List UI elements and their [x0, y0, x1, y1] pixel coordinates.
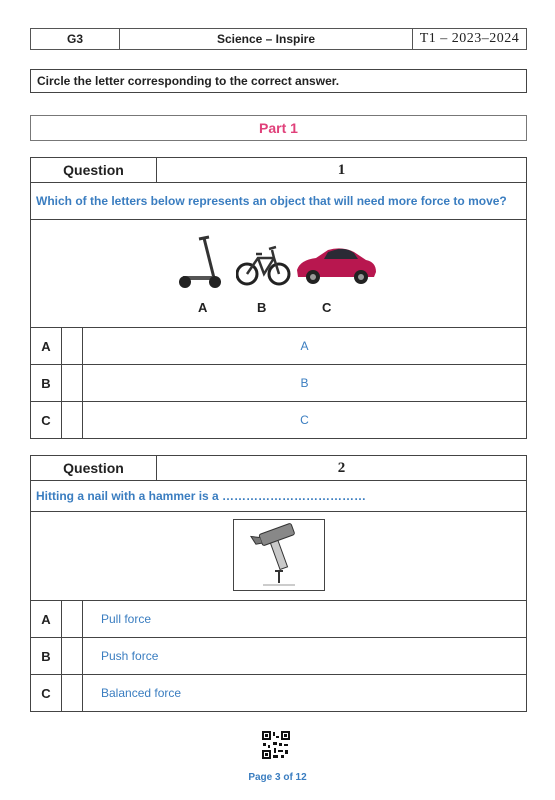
- question-label: Question: [31, 456, 157, 480]
- question-text: Hitting a nail with a hammer is a ………………………………: [36, 489, 367, 503]
- part-title: Part 1: [259, 120, 298, 136]
- question-number: 1: [337, 161, 346, 178]
- option-row[interactable]: [30, 675, 527, 712]
- question-2-text-row: [30, 481, 527, 512]
- option-spacer: [62, 365, 83, 401]
- option-text: Balanced force: [101, 686, 182, 700]
- question-number: 2: [337, 459, 346, 476]
- page-number: Page 3 of 12: [248, 772, 307, 783]
- option-row[interactable]: [30, 402, 527, 439]
- question-text: Which of the letters below represents an object that will need more force to move?: [36, 194, 507, 208]
- question-2-image-box: [30, 512, 527, 601]
- question-label: Question: [31, 158, 157, 182]
- option-text: B: [300, 376, 309, 390]
- option-letter[interactable]: A: [31, 328, 62, 364]
- bicycle-icon: [236, 238, 291, 288]
- scooter-icon: [177, 234, 223, 290]
- subject-label: Science – Inspire: [120, 29, 413, 49]
- option-text: Pull force: [101, 612, 152, 626]
- question-1-header: [30, 157, 527, 183]
- option-row[interactable]: [30, 638, 527, 675]
- option-letter[interactable]: C: [31, 402, 62, 438]
- option-text: A: [300, 339, 309, 353]
- option-spacer: [62, 328, 83, 364]
- option-row[interactable]: [30, 601, 527, 638]
- option-spacer: [62, 638, 83, 674]
- hammer-nail-icon: [233, 519, 325, 591]
- option-spacer: [62, 675, 83, 711]
- term-label: T1 – 2023–2024: [419, 31, 520, 46]
- option-letter[interactable]: B: [31, 638, 62, 674]
- header-bar: [30, 28, 527, 50]
- option-letter[interactable]: A: [31, 601, 62, 637]
- image-label-c: C: [322, 300, 332, 315]
- option-letter[interactable]: B: [31, 365, 62, 401]
- option-row[interactable]: [30, 365, 527, 402]
- grade-label: G3: [31, 29, 120, 49]
- image-label-b: B: [257, 300, 267, 315]
- qr-code-icon: [261, 730, 291, 760]
- option-text: Push force: [101, 649, 159, 663]
- question-1-image-box: [30, 220, 527, 328]
- part-banner: [30, 115, 527, 141]
- option-text: C: [300, 413, 309, 427]
- car-icon: [294, 244, 378, 286]
- question-2-header: [30, 455, 527, 481]
- option-spacer: [62, 402, 83, 438]
- option-row[interactable]: [30, 328, 527, 365]
- option-spacer: [62, 601, 83, 637]
- instruction-box: [30, 69, 527, 93]
- question-1-text-row: [30, 183, 527, 220]
- image-label-a: A: [198, 300, 208, 315]
- instruction-text: Circle the letter corresponding to the correct answer.: [37, 74, 340, 88]
- option-letter[interactable]: C: [31, 675, 62, 711]
